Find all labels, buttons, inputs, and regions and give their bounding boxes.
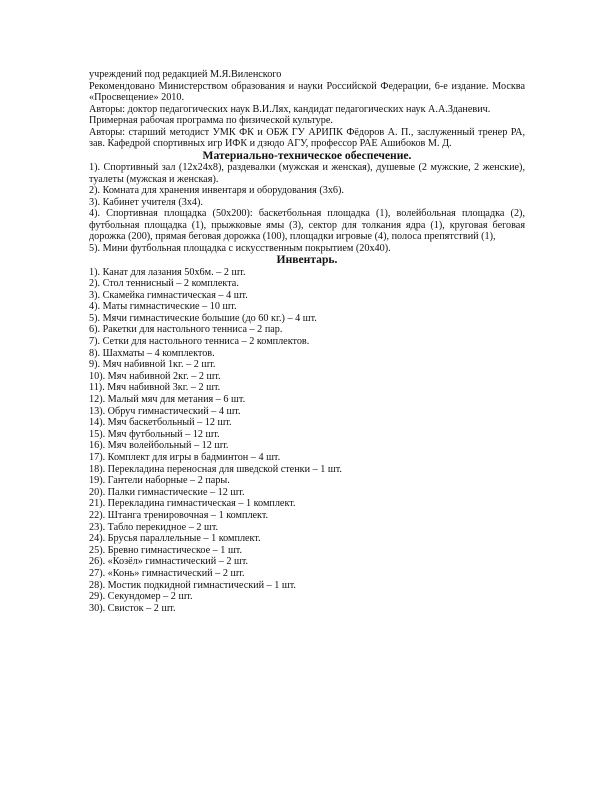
inventory-item: 13). Обруч гимнастический – 4 шт. (89, 405, 241, 417)
inventory-item: 21). Перекладина гимнастическая – 1 комплект. (89, 498, 296, 510)
inventory-item: 22). Штанга тренировочная – 1 комплект. (89, 509, 269, 521)
inventory-item: 6). Ракетки для настольного тенниса – 2 пар. (89, 324, 283, 336)
inventory-item: 25). Бревно гимнастическое – 1 шт. (89, 544, 243, 556)
inventory-item: 5). Мячи гимнастические большие (до 60 кг.) – 4 шт. (89, 312, 317, 324)
inventory-item: 27). «Конь» гимнастический – 2 шт. (89, 567, 245, 579)
inventory-list (89, 267, 525, 615)
inventory-item: 12). Малый мяч для метания – 6 шт. (89, 394, 246, 406)
inventory-item: 10). Мяч набивной 2кг. – 2 шт. (89, 370, 221, 382)
inventory-item: 1). Канат для лазания 50х6м. – 2 шт. (89, 266, 246, 278)
intro-recommendation: Рекомендовано Министерством образования и науки Российской Федерации, 6-е издание. Москва «Просвещение» 2010. (89, 80, 525, 103)
material-item: 2). Комната для хранения инвентаря и оборудования (3х6). (89, 185, 344, 196)
inventory-item: 26). «Козёл» гимнастический – 2 шт. (89, 556, 249, 568)
material-heading: Материально-техническое обеспечение. (202, 148, 412, 162)
inventory-item: 9). Мяч набивной 1кг. – 2 шт. (89, 359, 216, 371)
inventory-item: 7). Сетки для настольного тенниса – 2 комплектов. (89, 336, 310, 348)
material-item: 5). Мини футбольная площадка с искусственным покрытием (20х40). (89, 242, 391, 254)
inventory-item: 23). Табло перекидное – 2 шт. (89, 521, 219, 533)
intro-program-authors: Авторы: старший методист УМК ФК и ОБЖ ГУ АРИПК Фёдоров А. П., заслуженный тренер РА, зав. Кафедрой спортивных игр ИФК и дзюдо АГУ, профессор РАЕ Ашибоков М. Д. (89, 126, 525, 149)
inventory-item: 30). Свисток – 2 шт. (89, 602, 176, 614)
inventory-item: 19). Гантели наборные – 2 пары. (89, 475, 230, 487)
inventory-item: 15). Мяч футбольный – 12 шт. (89, 428, 220, 440)
material-item: 1). Спортивный зал (12х24х8), раздевалки (мужская и женская), душевые (2 мужские, 2 женские), туалеты (мужская и женская). (89, 162, 525, 185)
inventory-item: 20). Палки гимнастические – 12 шт. (89, 486, 245, 498)
inventory-item: 11). Мяч набивной 3кг. – 2 шт. (89, 382, 221, 394)
inventory-item: 2). Стол теннисный – 2 комплекта. (89, 278, 239, 290)
inventory-item: 3). Скамейка гимнастическая – 4 шт. (89, 289, 248, 301)
inventory-item: 16). Мяч волейбольный – 12 шт. (89, 440, 229, 452)
inventory-item: 4). Маты гимнастические – 10 шт. (89, 301, 237, 313)
inventory-item: 28). Мостик подкидной гимнастический – 1 шт. (89, 579, 296, 591)
inventory-item: 29). Секундомер – 2 шт. (89, 591, 193, 603)
inventory-heading: Инвентарь. (276, 253, 338, 266)
intro-authors: Авторы: доктор педагогических наук В.И.Лях, кандидат педагогических наук А.А.Зданевич. (89, 103, 491, 115)
intro-line-institutions: учреждений под редакцией М.Я.Виленского (89, 69, 282, 80)
inventory-item: 24). Брусья параллельные – 1 комплект. (89, 533, 261, 545)
inventory-item: 17). Комплект для игры в бадминтон – 4 шт. (89, 452, 281, 463)
inventory-item: 14). Мяч баскетбольный – 12 шт. (89, 417, 232, 429)
material-item: 3). Кабинет учителя (3х4). (89, 196, 203, 208)
inventory-item: 18). Перекладина переносная для шведской стенки – 1 шт. (89, 463, 342, 475)
document-page (89, 69, 525, 614)
material-item: 4). Спортивная площадка (50х200): баскетбольная площадка (1), волейбольная площадка (2), футбольная площадка (1), прыжковые ямы (3), сектор для толкания ядра (1), круговая беговая дорожка (200), прямая беговая дорожка (100), площадки игровые (4), полоса препятствий (1), (89, 208, 525, 242)
inventory-item: 8). Шахматы – 4 комплектов. (89, 347, 215, 359)
intro-program-title: Примерная рабочая программа по физической культуре. (89, 115, 333, 126)
